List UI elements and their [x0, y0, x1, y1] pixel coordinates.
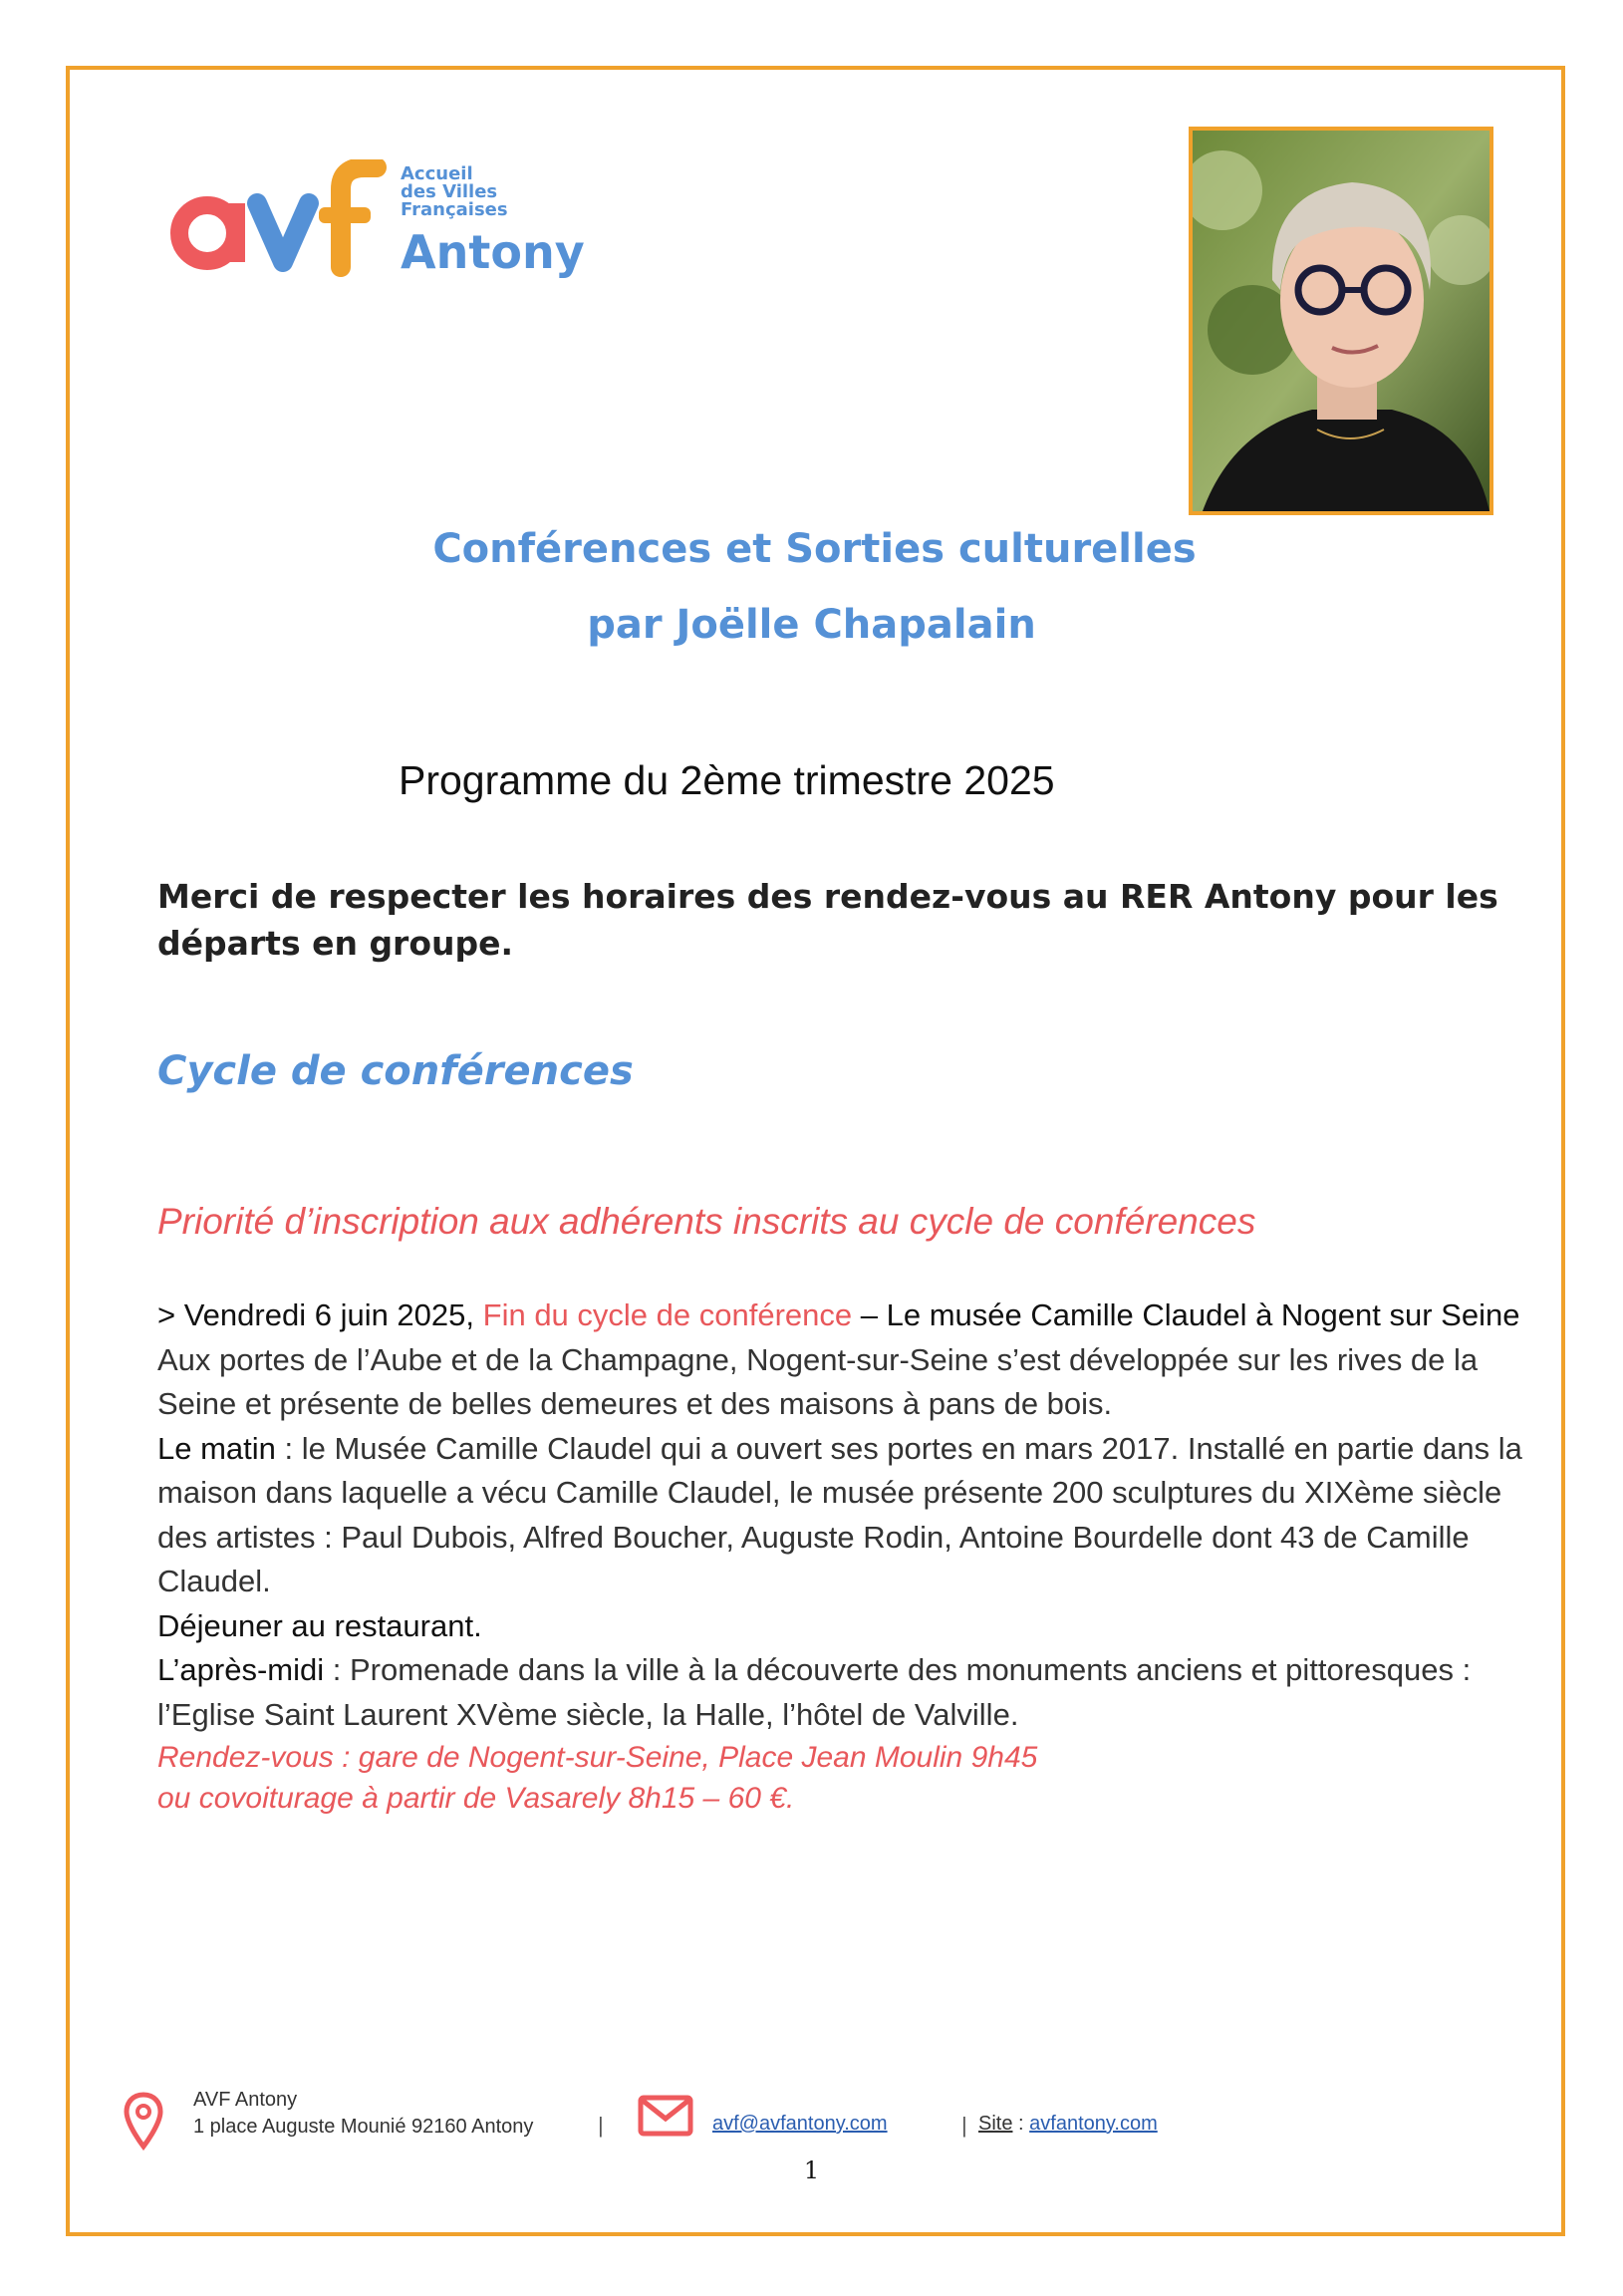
footer-street: 1 place Auguste Mounié 92160 Antony: [193, 2116, 534, 2138]
portrait-photo: [1189, 127, 1493, 515]
footer-separator: |: [598, 2113, 604, 2138]
footer-address: [193, 2087, 533, 2141]
notice-text: Merci de respecter les horaires des rendez-vous au RER Antony pour les départs en groupe.: [157, 877, 1498, 963]
morning-text: : le Musée Camille Claudel qui a ouvert ses portes en mars 2017. Installé en partie dans la maison dans laquelle a vécu Camille Claudel, le musée présente 200 sculptures du XIXème siècle des artistes : Paul Dubois, Alfred Boucher, Auguste Rodin, Antoine Bourdelle dont 43 de Camille Claudel.: [157, 1430, 1522, 1598]
page-footer: [0, 2073, 1623, 2152]
event-tag: Fin du cycle de conférence: [482, 1297, 853, 1332]
envelope-icon: [638, 2095, 693, 2137]
event-rdv-line: Rendez-vous : gare de Nogent-sur-Seine, Place Jean Moulin 9h45: [157, 1741, 1038, 1774]
footer-separator: |: [961, 2113, 967, 2138]
logo-tagline: [401, 165, 508, 219]
event-afternoon: [157, 1648, 1532, 1737]
priority-note: Priorité d’inscription aux adhérents inscrits au cycle de conférences: [157, 1201, 1256, 1242]
event-block: [157, 1293, 1532, 1819]
footer-site: [978, 2113, 1158, 2136]
programme-heading: Programme du 2ème trimestre 2025: [399, 757, 1055, 803]
page-subtitle: par Joëlle Chapalain: [587, 602, 1036, 648]
page-number: 1: [803, 2156, 820, 2184]
event-title-line: [157, 1293, 1532, 1338]
logo-tagline-line: Françaises: [401, 199, 508, 220]
location-pin-icon: [124, 2091, 163, 2151]
site-label: Site: [978, 2113, 1013, 2135]
section-heading: Cycle de conférences: [157, 1048, 634, 1094]
event-lunch: Déjeuner au restaurant.: [157, 1607, 482, 1643]
avf-logo: [169, 159, 608, 299]
logo-tagline-line: des Villes: [401, 181, 498, 202]
afternoon-text: : Promenade dans la ville à la découverte des monuments anciens et pittoresques : l’Eglise Saint Laurent XVème siècle, la Halle, l’hôtel de Valville.: [157, 1652, 1472, 1732]
logo-tagline-line: Accueil: [401, 163, 473, 184]
event-intro: Aux portes de l’Aube et de la Champagne, Nogent-sur-Seine s’est développée sur les rives de la Seine et présente de belles demeures et des maisons à pans de bois.: [157, 1341, 1479, 1421]
event-title: – Le musée Camille Claudel à Nogent sur Seine: [852, 1297, 1520, 1332]
logo-city: Antony: [401, 225, 585, 279]
page-title: Conférences et Sorties culturelles: [432, 526, 1197, 572]
footer-site-link[interactable]: avfantony.com: [1029, 2113, 1158, 2135]
avf-logo-mark: [169, 159, 399, 279]
afternoon-label: L’après-midi: [157, 1652, 325, 1687]
event-morning: [157, 1427, 1532, 1604]
morning-label: Le matin: [157, 1430, 276, 1466]
event-rdv-line: ou covoiturage à partir de Vasarely 8h15 – 60 €.: [157, 1782, 795, 1815]
event-date: > Vendredi 6 juin 2025,: [157, 1297, 475, 1332]
footer-email-link[interactable]: avf@avfantony.com: [712, 2113, 888, 2135]
footer-org: AVF Antony: [193, 2089, 298, 2111]
site-colon: :: [1012, 2113, 1030, 2135]
